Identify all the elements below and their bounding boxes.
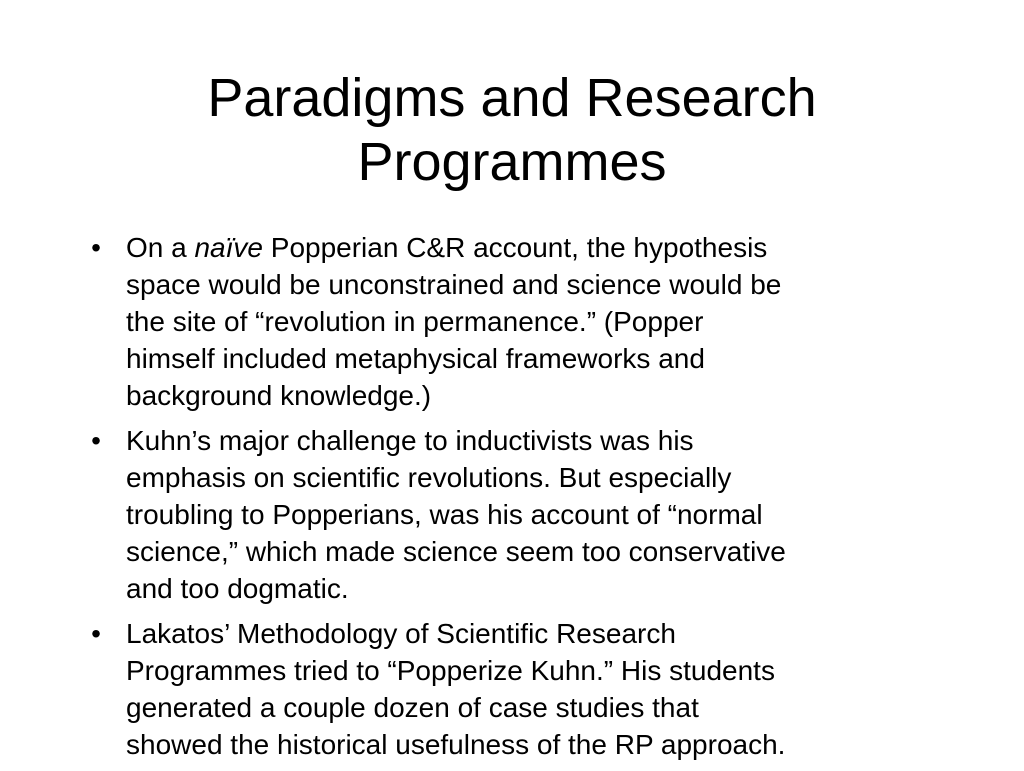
bullet-1-line-1-post: Popperian C&R account, the hypothesis [262,232,768,263]
bullet-3-line-3: generated a couple dozen of case studies that [126,692,699,723]
bullet-1-line-1-pre: On a [126,232,195,263]
bullet-3-line-2: Programmes tried to “Popperize Kuhn.” His students [126,655,775,686]
bullet-item-naive-popperian [82,229,952,414]
bullet-2-line-3: troubling to Popperians, was his account of “normal [126,499,763,530]
bullet-marker: • [91,232,101,263]
bullet-1-line-4: himself included metaphysical frameworks and [126,343,705,374]
bullet-2-line-1: Kuhn’s major challenge to inductivists was his [126,425,694,456]
bullet-marker: • [91,425,101,456]
slide-title [60,66,964,194]
bullet-1-line-5: background knowledge.) [126,380,432,411]
bullet-3-line-1: Lakatos’ Methodology of Scientific Research [126,618,676,649]
bullet-1-emphasis-naive: naïve [194,232,263,263]
bullet-3-line-4: showed the historical usefulness of the RP approach. [126,729,786,760]
bullet-1-line-3: the site of “revolution in permanence.” (Popper [126,306,704,337]
bullet-list [82,229,952,771]
bullet-item-kuhn-challenge [82,422,952,607]
bullet-1-line-2: space would be unconstrained and science would be [126,269,782,300]
bullet-2-line-4: science,” which made science seem too conservative [126,536,786,567]
slide-title-line-1: Paradigms and Research [207,68,817,128]
slide-title-line-2: Programmes [357,132,667,192]
bullet-1-line-1 [126,229,952,266]
bullet-2-line-2: emphasis on scientific revolutions. But especially [126,462,732,493]
bullet-2-line-5: and too dogmatic. [126,573,349,604]
bullet-marker: • [91,618,101,649]
bullet-item-lakatos-methodology [82,615,952,763]
